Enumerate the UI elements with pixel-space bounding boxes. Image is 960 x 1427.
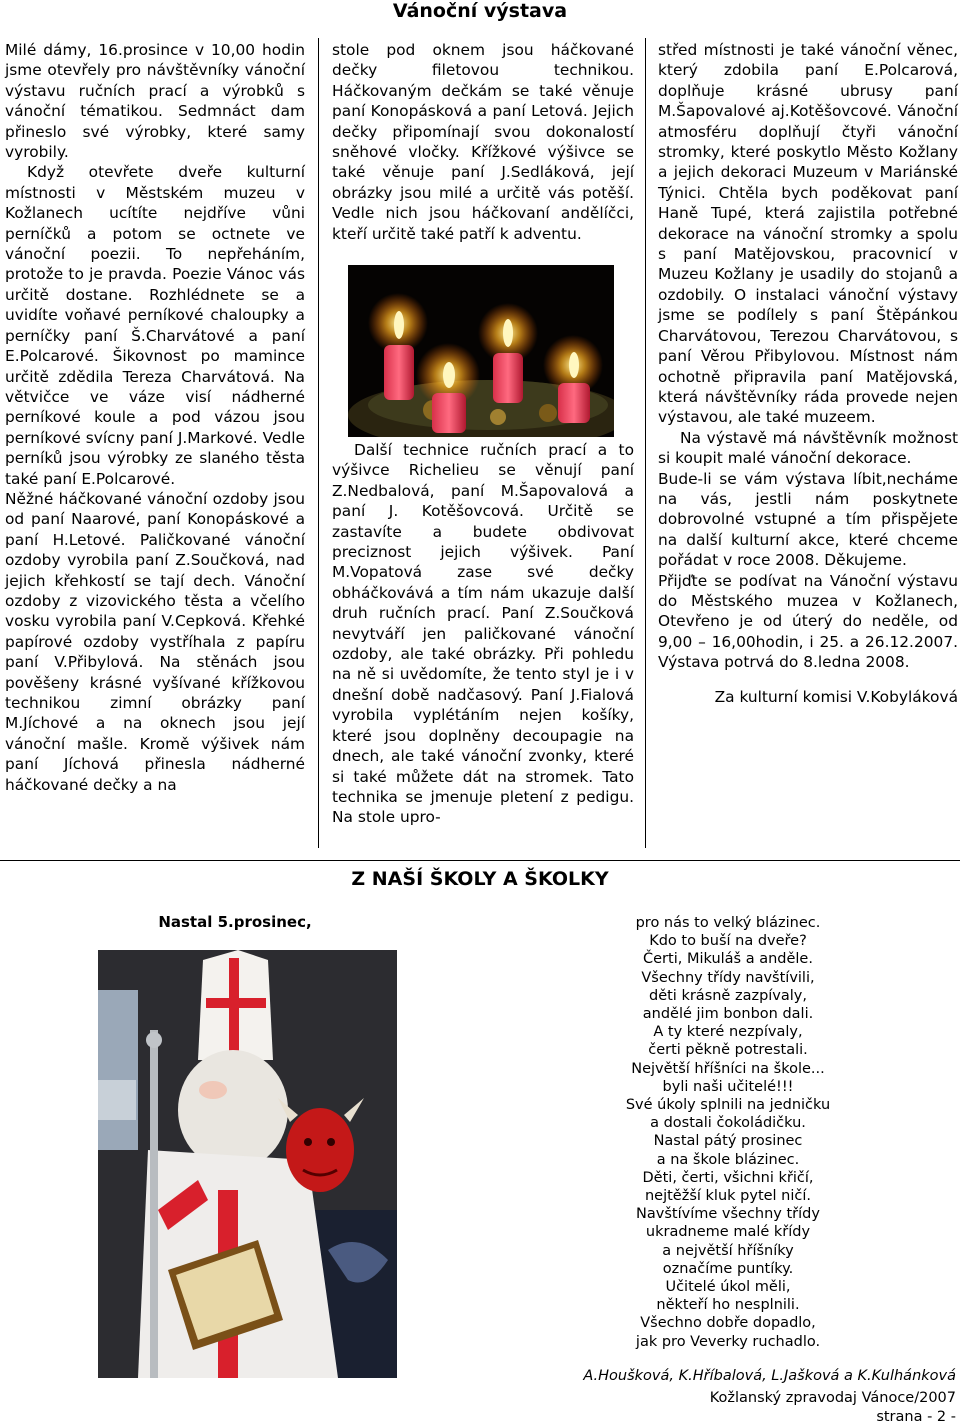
article-paragraph: Bude-li se vám výstava líbit,necháme na vás, jestli nám poskytnete dobrovolné vstupné a tím přispějete na další kulturní akce, které chceme pořádat v roce 2008. Děkujeme.: [658, 469, 958, 570]
poem-line: a dostali čokoládičku.: [650, 1115, 806, 1132]
poem-line: ukradneme malé křídy: [645, 1224, 811, 1241]
poem-line: Nastal pátý prosinec: [653, 1133, 803, 1150]
poem-line: Všechny třídy navštívili,: [641, 969, 815, 986]
page-number: strana - 2 -: [876, 1409, 956, 1425]
column-divider-right: [645, 38, 646, 848]
poem-line: Všechno dobře dopadlo,: [640, 1315, 816, 1332]
mikulas-photo: [98, 950, 397, 1378]
article-paragraph: Přijďte se podívat na Vánoční výstavu do Městského muzea v Kožlanech, Otevřeno je od úterý do neděle, od 9,00 – 16,00hodin, i 25. a 26.12.2007. Výstava potrvá do 8.ledna 2008.: [658, 571, 958, 672]
section-divider: [0, 860, 960, 861]
poem-line: andělé jim bonbon dali.: [642, 1006, 814, 1023]
column-divider-left: [318, 38, 319, 848]
article-paragraph: stole pod oknem jsou háčkované dečky filetovou technikou. Háčkovaným dečkám se také věnuje paní Konopásková a paní Letová. Jejich dečky připomínají svou dokonalostí sněhové vločky. Křížkové výšivce se také věnuje paní J.Sedláková, její obrázky jsou milé a určitě vás potěší. Vedle nich jsou háčkovaní andělíčci, kteří určitě také patří k adventu.: [332, 41, 634, 243]
poem-line: označíme puntíky.: [662, 1260, 794, 1277]
page-title: Vánoční výstava: [392, 0, 568, 22]
poem-line: Největší hříšníci na škole...: [631, 1060, 825, 1077]
article-paragraph: Milé dámy, 16.prosince v 10,00 hodin jsme otevřely pro návštěvníky vánoční výstavu ručních prací a výrobků s vánoční tématikou. Sedmnáct dam přineslo své výrobky, které samy vyrobily.: [5, 41, 305, 162]
poem-line: čerti pěkně potrestali.: [648, 1042, 808, 1059]
poem-line: někteří ho nesplnili.: [656, 1297, 800, 1314]
advent-candles-image: [348, 265, 614, 437]
article-column-3: [658, 40, 958, 707]
poem-line: Učitelé úkol měli,: [665, 1279, 791, 1296]
poem-line: a největší hříšníky: [662, 1242, 794, 1259]
article-paragraph: Další technice ručních prací a to výšivce Richelieu se věnují paní Z.Nedbalová, paní M.Šapovalová a paní J. Kotěšovcová. Určitě se zastavíte a budete obdivovat preciznost jejich výšivek. Paní M.Vopatová zase své dečky obháčkovává a tím nám ukazuje další druh ručních prací. Paní Z.Součková nevytváří jen paličkované vánoční ozdoby, ale také obrázky. Při pohledu na ně si uvědomíte, že tento styl je i v dnešní době nadčasový. Paní J.Fialová vyrobila vyplétáním nejen košíky, které jsou doplněny decoupagie na dnech, ale také vánoční zvonky, které si také můžete dát na stromek. Tato technika se jmenuje pletení z pedigu. Na stole upro-: [332, 441, 634, 827]
poem-line: Své úkoly splnili na jedničku: [625, 1097, 831, 1114]
article-column-2-bottom: [332, 440, 634, 828]
poem-title: Nastal 5.prosinec,: [158, 913, 312, 931]
poem-line: byli naši učitelé!!!: [662, 1078, 794, 1095]
poem-line: jak pro Veverky ruchadlo.: [635, 1333, 821, 1350]
poem-line: A ty které nezpívaly,: [653, 1024, 803, 1041]
poem-line: Čerti, Mikuláš a anděle.: [643, 951, 813, 968]
article-paragraph: Něžné háčkované vánoční ozdoby jsou od paní Naarové, paní Konopáskové a paní H.Letové. Paličkované vánoční ozdoby vyrobila paní Z.Součková, nad jejich křehkostí se tají dech. Vánoční ozdoby z vizovického těsta a včelího vosku vyrobila paní V.Cepková. Křehké papírové ozdoby vystříhala z papíru paní V.Přibylová. Na stěnách jsou pověšeny krásné vyšívané křížkovou technikou zimní obrázky paní M.Jíchové a na oknech jsou její vánoční mašle. Kromě výšivek nám paní Jíchová přinesla nádherné háčkované dečky a na: [5, 489, 305, 794]
poem-line: Děti, čerti, všichni křičí,: [642, 1169, 814, 1186]
poem-line: Navštívíme všechny třídy: [636, 1206, 820, 1223]
article-column-1: [5, 40, 305, 795]
article-paragraph: Na výstavě má návštěvník možnost si koupit malé vánoční dekorace.: [658, 428, 958, 468]
mikulas-devil-image: [98, 950, 397, 1378]
poem-line: nejtěžší kluk pytel ničí.: [644, 1188, 812, 1205]
poem: [598, 914, 858, 1351]
section-heading: Z NAŠÍ ŠKOLY A ŠKOLKY: [351, 868, 609, 890]
article-paragraph: střed místnosti je také vánoční věnec, který zdobila paní E.Polcarová, doplňuje krásné ubrusy paní M.Šapovalové aj.Kotěšovcové. Vánoční atmosféru doplňují čtyři vánoční stromky, které poskytlo Město Kožlany a jejich dekoraci Muzeum v Mariánské Týnici. Chtěla bych poděkovat paní Haně Tupé, která zajistila potřebné dekorace na vánoční stromky a spolu s paní Matějovskou, pracovnicí v Muzeu Kožlany je usadily do stojanů a ozdobily. O instalaci vánoční výstavy jsme se podílely s paní Štěpánkou Charvátovou, Terezou Charvátovou, s paní Věrou Přibylovou. Místnost nám ochotně připravila paní Matějovská, která návštěvníky ráda provede nejen výstavou, ale také muzeem.: [658, 41, 958, 427]
poem-line: pro nás to velký blázinec.: [635, 915, 821, 931]
poem-line: děti krásně zazpívaly,: [649, 987, 807, 1004]
signature: Za kulturní komisi V.Kobyláková: [714, 687, 958, 706]
poem-line: a na škole blázinec.: [656, 1151, 800, 1168]
candles-photo: [348, 265, 614, 437]
poem-line: Kdo to buší na dveře?: [649, 933, 807, 950]
article-paragraph: Když otevřete dveře kulturní místnosti v Městském muzeu v Kožlanech ucítíte nejdříve vůni perníčků a potom se octnete ve vánoční poezii. To nepřeháním, protože to je pravda. Poezie Vánoc vás určitě dostane. Rozhlédnete se a uvidíte voňavé perníkové chaloupky a perníčky paní Š.Charvátové a paní E.Polcarové. Šikovnost po mamince určitě zdědila Tereza Charvátová. Na větvičce ve váze visí nádherné perníkové koule a pod vázou jsou perníkové svícny paní J.Markové. Vedle perníků jsou výrobky ze slaného těsta také paní E.Polcarové.: [5, 163, 305, 488]
publication-name: Kožlanský zpravodaj Vánoce/2007: [709, 1390, 956, 1406]
poem-authors: A.Houšková, K.Hříbalová, L.Jašková a K.Kulhánková: [583, 1368, 956, 1384]
